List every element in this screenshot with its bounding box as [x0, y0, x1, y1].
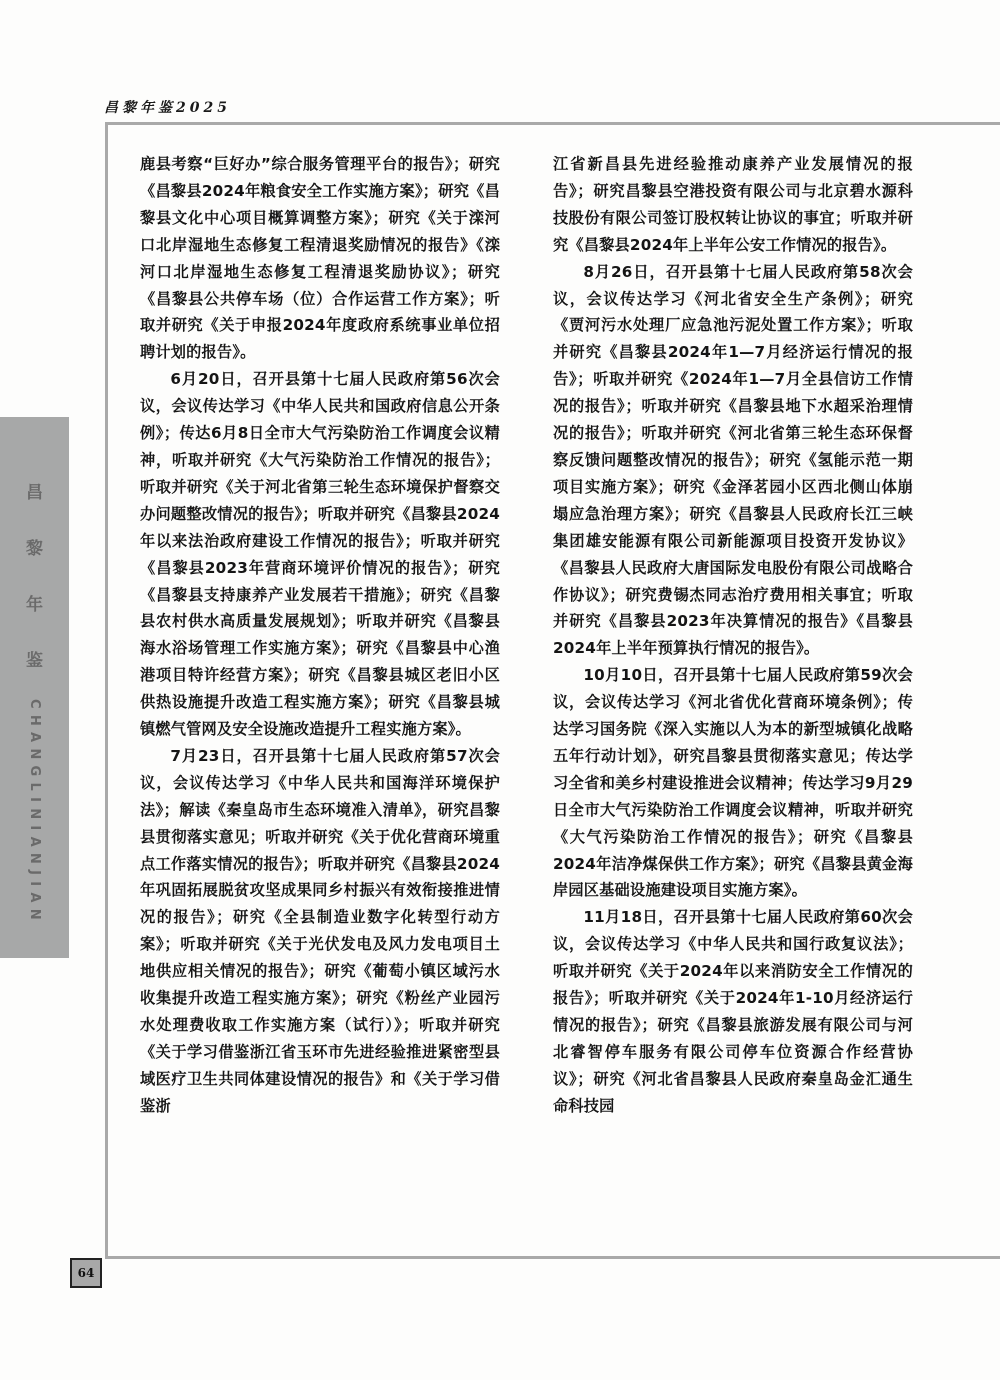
- page-frame-top-rule: [105, 122, 1000, 125]
- paragraph: 鹿县考察“巨好办”综合服务管理平台的报告》；研究《昌黎县2024年粮食安全工作实施方案》；研究《昌黎县文化中心项目概算调整方案》；研究《关于滦河口北岸湿地生态修复工程清退奖励情况的报告》《滦河口北岸湿地生态修复工程清退奖励协议》；研究《昌黎县公共停车场（位）合作运营工作方案》；听取并研究《关于申报2024年度政府系统事业单位招聘计划的报告》。: [140, 155, 500, 362]
- side-tab-char: 年: [26, 595, 43, 615]
- paragraph-meeting-59: 10月10日，召开县第十七届人民政府第59次会议，会议传达学习《河北省优化营商环境条例》；传达学习国务院《深入实施以人为本的新型城镇化战略五年行动计划》，研究昌黎县贯彻落实意见；传达学习全省和美乡村建设推进会议精神；传达学习9月29日全市大气污染防治工作调度会议精神，听取并研究《大气污染防治工作情况的报告》；研究《昌黎县2024年洁净煤保供工作方案》；研究《昌黎县黄金海岸园区基础设施建设项目实施方案》。: [553, 666, 913, 900]
- text-column-right: [553, 151, 913, 1120]
- page-frame-left-rule: [105, 122, 108, 1259]
- paragraph-meeting-56: 6月20日，召开县第十七届人民政府第56次会议，会议传达学习《中华人民共和国政府信息公开条例》；传达6月8日全市大气污染防治工作调度会议精神，听取并研究《大气污染防治工作情况的报告》；听取并研究《关于河北省第三轮生态环境保护督察交办问题整改情况的报告》；听取并研究《昌黎县2024年以来法治政府建设工作情况的报告》；听取并研究《昌黎县2023年营商环境评价情况的报告》；研究《昌黎县支持康养产业发展若干措施》；研究《昌黎县农村供水高质量发展规划》；听取并研究《昌黎县海水浴场管理工作实施方案》；研究《昌黎县中心渔港项目特许经营方案》；研究《昌黎县城区老旧小区供热设施提升改造工程实施方案》；研究《昌黎县城镇燃气管网及安全设施改造提升工程实施方案》。: [140, 370, 500, 739]
- side-tab-pinyin: CHANGLINIANJIAN: [27, 699, 42, 926]
- paragraph: 江省新昌县先进经验推动康养产业发展情况的报告》；研究昌黎县空港投资有限公司与北京碧水源科技股份有限公司签订股权转让协议的事宜；听取并研究《昌黎县2024年上半年公安工作情况的报告》。: [553, 155, 913, 254]
- side-tab-char: 鉴: [26, 651, 43, 671]
- paragraph-meeting-57: 7月23日，召开县第十七届人民政府第57次会议，会议传达学习《中华人民共和国海洋环境保护法》；解读《秦皇岛市生态环境准入清单》，研究昌黎县贯彻落实意见；听取并研究《关于优化营商环境重点工作落实情况的报告》；听取并研究《昌黎县2024年巩固拓展脱贫攻坚成果同乡村振兴有效衔接推进情况的报告》；研究《全县制造业数字化转型行动方案》；听取并研究《关于光伏发电及风力发电项目土地供应相关情况的报告》；研究《葡萄小镇区域污水收集提升改造工程实施方案》；研究《粉丝产业园污水处理费收取工作实施方案（试行）》；听取并研究《关于学习借鉴浙江省玉环市先进经验推进紧密型县域医疗卫生共同体建设情况的报告》和《关于学习借鉴浙: [140, 746, 500, 1115]
- paragraph-meeting-58: 8月26日，召开县第十七届人民政府第58次会议，会议传达学习《河北省安全生产条例》；研究《贾河污水处理厂应急池污泥处置工作方案》；听取并研究《昌黎县2024年1—7月经济运行情况的报告》；听取并研究《2024年1—7月全县信访工作情况的报告》；听取并研究《昌黎县地下水超采治理情况的报告》；听取并研究《河北省第三轮生态环保督察反馈问题整改情况的报告》；研究《氢能示范一期项目实施方案》；研究《金泽茗园小区西北侧山体崩塌应急治理方案》；研究《昌黎县人民政府长江三峡集团雄安能源有限公司新能源项目投资开发协议》《昌黎县人民政府大唐国际发电股份有限公司战略合作协议》；研究费锡杰同志治疗费用相关事宜；听取并研究《昌黎县2023年决算情况的报告》《昌黎县2024年上半年预算执行情况的报告》。: [553, 262, 913, 658]
- page-frame-bottom-rule: [105, 1256, 1000, 1259]
- page-number-box: 64: [70, 1258, 102, 1288]
- side-tab-char: 昌: [26, 483, 43, 503]
- running-header-title: 昌黎年鉴2025: [104, 100, 231, 116]
- paragraph-meeting-60: 11月18日，召开县第十七届人民政府第60次会议，会议传达学习《中华人民共和国行政复议法》；听取并研究《关于2024年以来消防安全工作情况的报告》；听取并研究《关于2024年1-10月经济运行情况的报告》；研究《昌黎县旅游发展有限公司与河北睿智停车服务有限公司停车位资源合作经营协议》；研究《河北省昌黎县人民政府秦皇岛金汇通生命科技园: [553, 908, 913, 1115]
- side-thumb-tab: [0, 417, 69, 958]
- side-tab-char: 黎: [26, 539, 43, 559]
- text-column-left: [140, 151, 500, 1120]
